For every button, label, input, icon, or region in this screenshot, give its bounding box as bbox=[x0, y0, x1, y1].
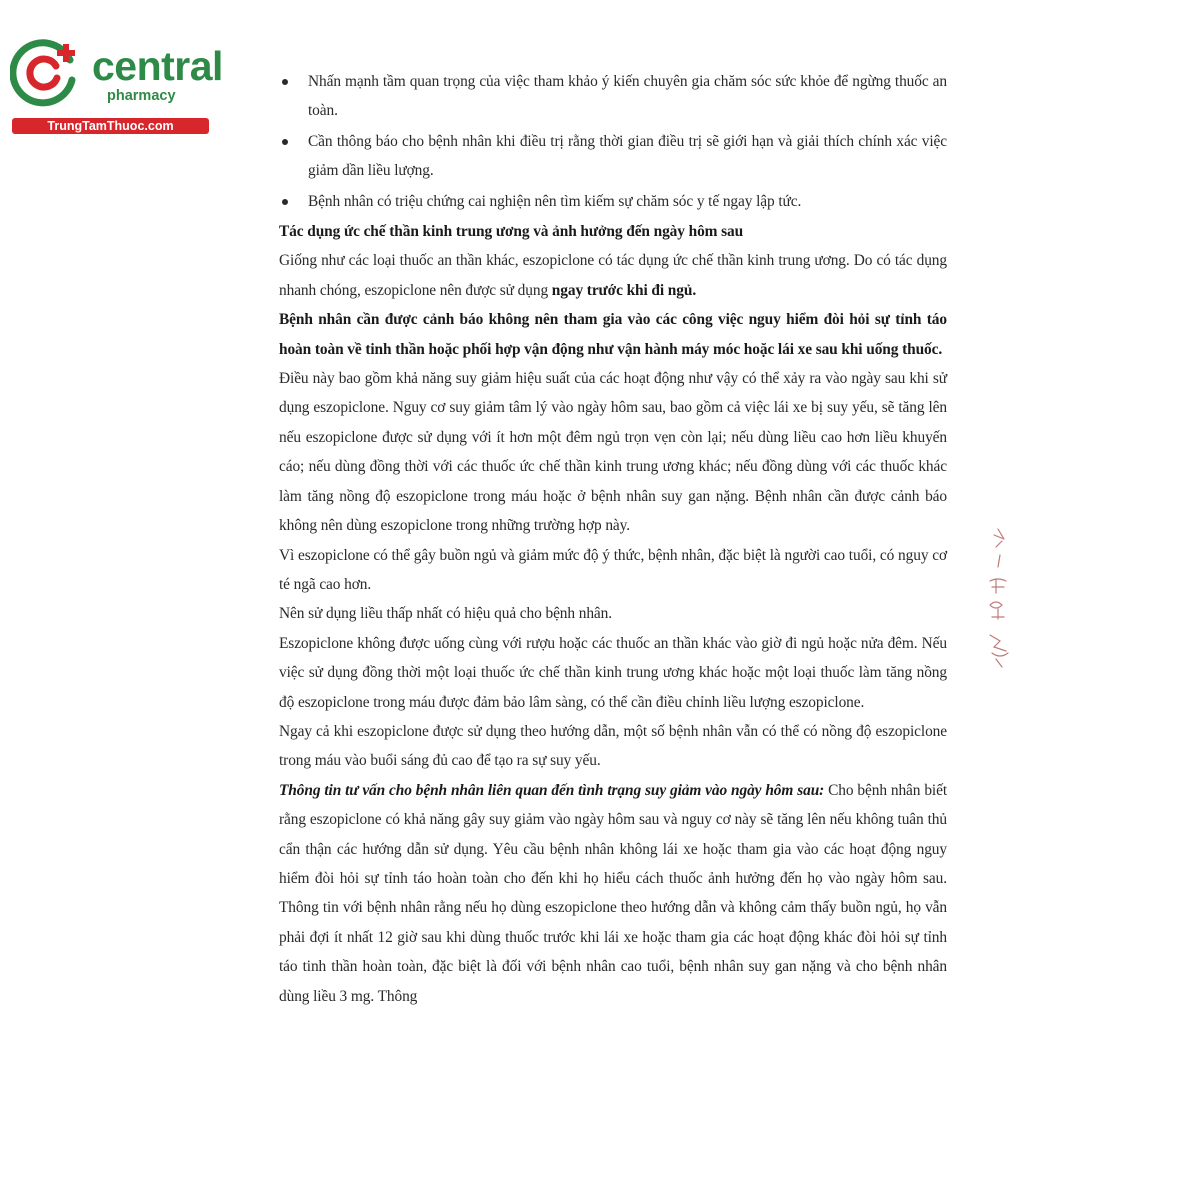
brand-url[interactable]: TrungTamThuoc.com bbox=[12, 118, 209, 134]
emphasis-text: ngay trước khi đi ngủ. bbox=[551, 281, 697, 299]
central-pharmacy-logo-icon bbox=[10, 36, 82, 108]
brand-subtitle: pharmacy bbox=[107, 88, 176, 104]
list-item bbox=[279, 67, 947, 126]
bullet-icon bbox=[282, 139, 288, 145]
bullet-icon bbox=[282, 199, 288, 205]
bullet-text: Nhấn mạnh tầm quan trọng của việc tham khảo ý kiến chuyên gia chăm sóc sức khỏe để ngừng thuốc an toàn. bbox=[308, 73, 947, 120]
paragraph bbox=[279, 776, 947, 1011]
bullet-list bbox=[279, 67, 947, 216]
list-item bbox=[279, 187, 947, 216]
paragraph: Eszopiclone không được uống cùng với rượu hoặc các thuốc an thần khác vào giờ đi ngủ hoặc nửa đêm. Nếu việc sử dụng đồng thời một loại thuốc ức chế thần kinh trung ương khác hoặc một loại thuốc làm tăng nồng độ eszopiclone trong máu được đảm bảo lâm sàng, có thể cần điều chỉnh liều lượng eszopiclone. bbox=[279, 634, 947, 711]
bullet-text: Bệnh nhân có triệu chứng cai nghiện nên tìm kiếm sự chăm sóc y tế ngay lập tức. bbox=[308, 192, 802, 210]
paragraph-text: Giống như các loại thuốc an thần khác, eszopiclone có tác dụng ức chế thần kinh trung ương. Do có tác dụng nhanh chóng, eszopiclone nên được sử dụng bbox=[279, 252, 947, 299]
counseling-label: Thông tin tư vấn cho bệnh nhân liên quan đến tình trạng suy giảm vào ngày hôm sau: bbox=[279, 781, 825, 799]
document-body bbox=[279, 67, 947, 1011]
list-item bbox=[279, 127, 947, 186]
warning-paragraph: Bệnh nhân cần được cảnh báo không nên tham gia vào các công việc nguy hiểm đòi hỏi sự tỉnh táo hoàn toàn về tinh thần hoặc phối hợp vận động như vận hành máy móc hoặc lái xe sau khi uống thuốc. bbox=[279, 311, 947, 358]
paragraph: Ngay cả khi eszopiclone được sử dụng theo hướng dẫn, một số bệnh nhân vẫn có thể có nồng độ eszopiclone trong máu vào buổi sáng đủ cao để tạo ra sự suy yếu. bbox=[279, 722, 947, 770]
bullet-text: Cần thông báo cho bệnh nhân khi điều trị rằng thời gian điều trị sẽ giới hạn và giải thích chính xác việc giảm dần liều lượng. bbox=[308, 132, 947, 180]
handwritten-annotation bbox=[978, 525, 1022, 675]
bullet-icon bbox=[282, 79, 288, 85]
paragraph bbox=[279, 246, 947, 305]
paragraph-text: Cho bệnh nhân biết rằng eszopiclone có khả năng gây suy giảm vào ngày hôm sau và nguy cơ này sẽ tăng lên nếu không tuân thủ cẩn thận các hướng dẫn sử dụng. Yêu cầu bệnh nhân không lái xe hoặc tham gia vào các hoạt động nguy hiểm đòi hỏi sự tỉnh táo hoàn toàn cho đến khi họ hiểu cách thuốc ảnh hưởng đến họ vào ngày hôm sau. Thông tin với bệnh nhân rằng nếu họ dùng eszopiclone theo hướng dẫn và không cảm thấy buồn ngủ, họ vẫn phải đợi ít nhất 12 giờ sau khi dùng thuốc trước khi lái xe hoặc tham gia các hoạt động khác đòi hỏi sự tỉnh táo tinh thần hoàn toàn, đặc biệt là đối với bệnh nhân cao tuổi, bệnh nhân suy gan nặng và cho bệnh nhân dùng liều 3 mg. Thông bbox=[279, 781, 948, 1005]
brand-logo[interactable] bbox=[10, 36, 223, 136]
section-heading: Tác dụng ức chế thần kinh trung ương và ảnh hưởng đến ngày hôm sau bbox=[279, 223, 744, 241]
paragraph: Vì eszopiclone có thể gây buồn ngủ và giảm mức độ ý thức, bệnh nhân, đặc biệt là người cao tuổi, có nguy cơ té ngã cao hơn. bbox=[279, 546, 947, 593]
paragraph: Điều này bao gồm khả năng suy giảm hiệu suất của các hoạt động như vậy có thể xảy ra vào ngày sau khi sử dụng eszopiclone. Nguy cơ suy giảm tâm lý vào ngày hôm sau, bao gồm cả việc lái xe bị suy yếu, sẽ tăng lên nếu eszopiclone được sử dụng với ít hơn một đêm ngủ trọn vẹn còn lại; nếu dùng liều cao hơn liều khuyến cáo; nếu dùng đồng thời với các thuốc ức chế thần kinh trung ương khác; nếu đồng dùng với các thuốc khác làm tăng nồng độ eszopiclone trong máu hoặc ở bệnh nhân suy gan nặng. Bệnh nhân cần được cảnh báo không nên dùng eszopiclone trong những trường hợp này. bbox=[279, 370, 947, 535]
paragraph: Nên sử dụng liều thấp nhất có hiệu quả cho bệnh nhân. bbox=[279, 605, 613, 623]
brand-name: central bbox=[92, 43, 223, 89]
